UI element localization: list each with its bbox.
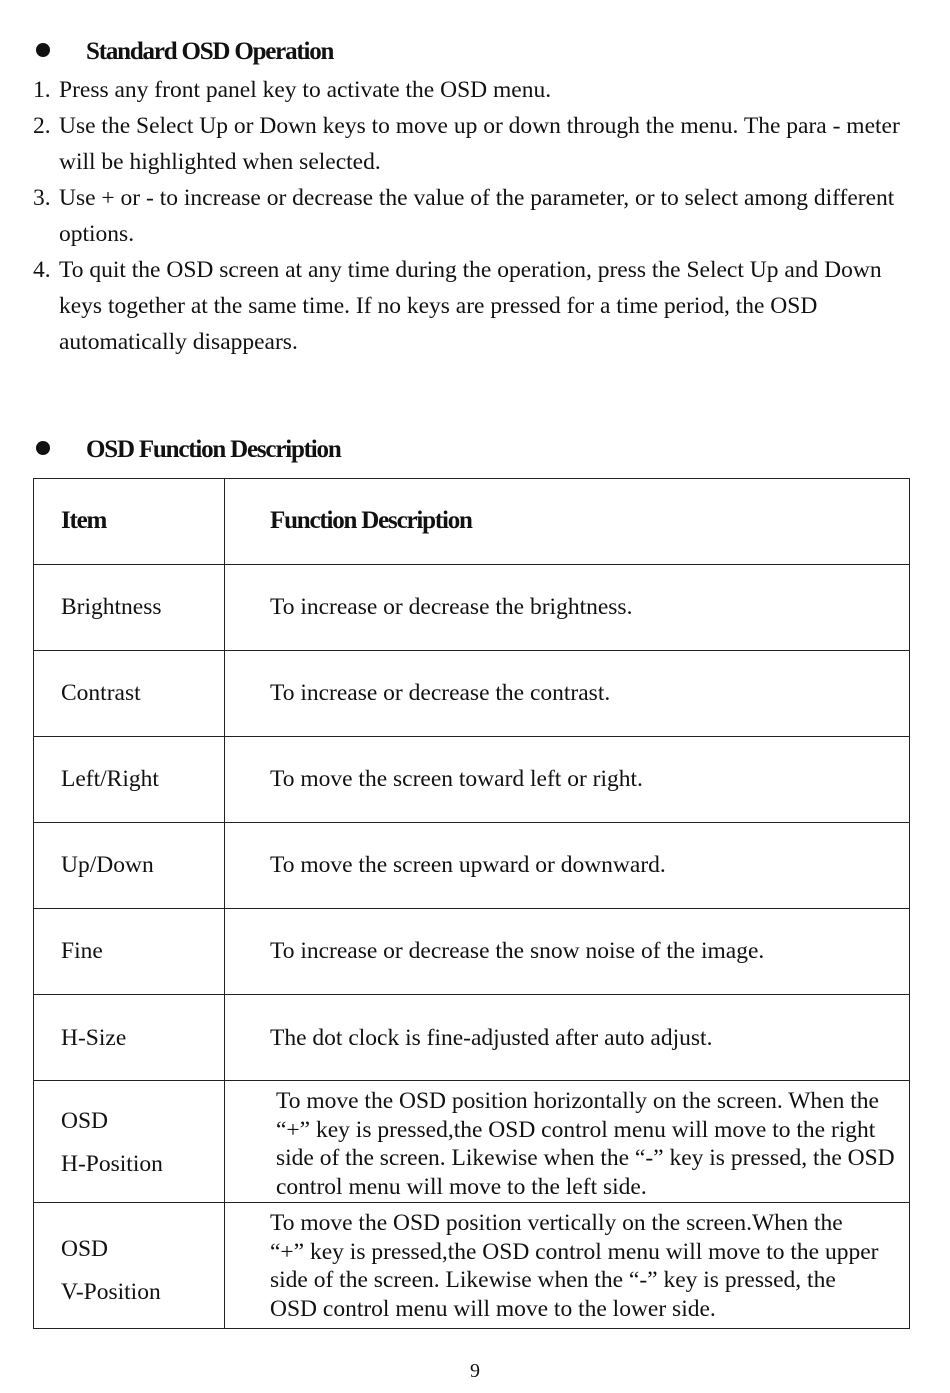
table-row bbox=[34, 823, 909, 909]
table-row bbox=[34, 737, 909, 823]
item-cell: OSD V-Position bbox=[61, 1236, 161, 1305]
item-cell: Fine bbox=[61, 938, 103, 964]
section-heading-standard-osd bbox=[36, 38, 333, 66]
description-cell: To increase or decrease the snow noise of the image. bbox=[270, 938, 765, 964]
description-cell: To move the screen toward left or right. bbox=[270, 766, 643, 792]
osd-function-table bbox=[33, 478, 910, 1329]
list-item: 4. To quit the OSD screen at any time during the operation, press the Select Up and Down keys together at the same time. If no keys are pressed for a time period, the OSD automatically disappears. bbox=[33, 257, 882, 355]
section-heading-osd-function bbox=[36, 436, 341, 464]
description-cell: To move the OSD position vertically on the screen.When the “+” key is pressed,the OSD control menu will move to the upper side of the screen. Likewise when the “-” key is pressed, the OSD control menu will move to the lower side. bbox=[270, 1210, 879, 1322]
item-cell: Up/Down bbox=[61, 852, 154, 878]
operation-steps-list bbox=[33, 72, 918, 360]
item-cell: Brightness bbox=[61, 594, 162, 620]
table-row bbox=[34, 909, 909, 995]
item-cell: Left/Right bbox=[61, 766, 159, 792]
bullet-icon bbox=[36, 441, 50, 455]
description-cell: To move the OSD position horizontally on the screen. When the “+” key is pressed,the OSD control menu will move to the right side of the screen. Likewise when the “-” key is pressed, the OSD control menu will move to the left side. bbox=[276, 1088, 895, 1200]
table-row bbox=[34, 565, 909, 651]
table-row bbox=[34, 995, 909, 1081]
description-cell: To move the screen upward or downward. bbox=[270, 852, 666, 878]
section-title: Standard OSD Operation bbox=[86, 38, 334, 65]
description-cell: To increase or decrease the brightness. bbox=[270, 594, 633, 620]
item-cell: H-Size bbox=[61, 1025, 127, 1051]
header-item: Item bbox=[61, 507, 107, 534]
description-cell: To increase or decrease the contrast. bbox=[270, 680, 611, 706]
table-row bbox=[34, 1203, 909, 1330]
list-item: 2. Use the Select Up or Down keys to move up or down through the menu. The para - meter will be highlighted when selected. bbox=[33, 113, 900, 175]
table-row bbox=[34, 651, 909, 737]
item-cell: OSD H-Position bbox=[61, 1108, 163, 1177]
page-number: 9 bbox=[470, 1360, 480, 1382]
list-item: 1. Press any front panel key to activate the OSD menu. bbox=[33, 77, 552, 103]
list-item: 3. Use + or - to increase or decrease the value of the parameter, or to select among different options. bbox=[33, 185, 895, 247]
table-row bbox=[34, 1081, 909, 1203]
section-title: OSD Function Description bbox=[86, 436, 341, 463]
bullet-icon bbox=[36, 43, 50, 57]
description-cell: The dot clock is fine-adjusted after auto adjust. bbox=[270, 1025, 713, 1051]
item-cell: Contrast bbox=[61, 680, 141, 706]
header-description: Function Description bbox=[270, 507, 472, 534]
table-header-row bbox=[34, 479, 909, 565]
